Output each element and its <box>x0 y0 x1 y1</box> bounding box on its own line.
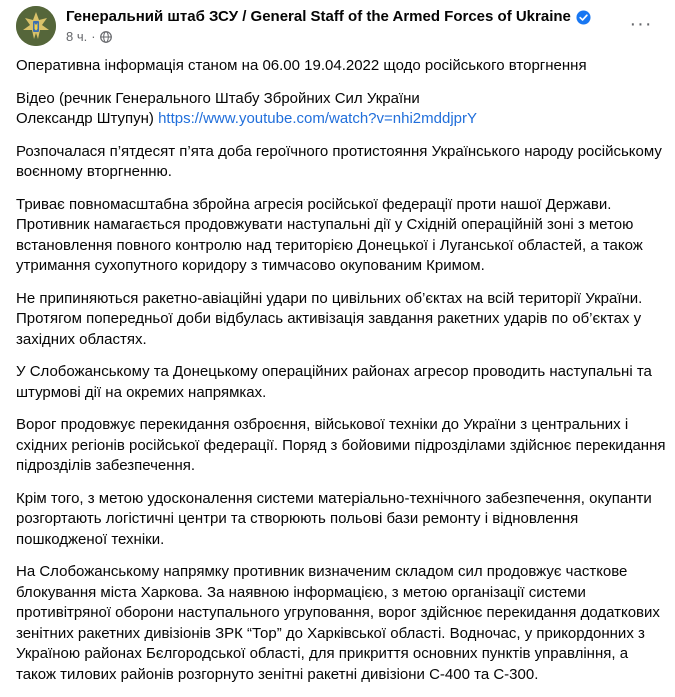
globe-icon[interactable] <box>100 31 112 43</box>
author-header <box>66 8 591 26</box>
post-content <box>16 56 666 697</box>
post-meta <box>66 29 112 45</box>
video-link[interactable]: https://www.youtube.com/watch?v=nhi2mddjprY <box>158 110 477 127</box>
meta-separator: · <box>91 29 96 44</box>
post-paragraph: Не припиняються ракетно-авіаційні удари по цивільних об’єктах на всій території України. Протягом попередньої доби відбулась активізація завдання ракетних ударів по об’єктах у західних областях. <box>16 289 643 348</box>
post-paragraph: Ворог продовжує перекидання озброєння, військової техніки до України з центральних і східних регіонів російської федерації. Поряд з бойовими підрозділами здійснює перекидання підрозділів забезпечення. <box>16 416 666 474</box>
post-paragraph: Розпочалася п’ятдесят п’ята доба героїчного протистояння Українського народу російському воєнному вторгненню. <box>16 142 662 180</box>
post-paragraph: Оперативна інформація станом на 06.00 19.04.2022 щодо російського вторгнення <box>16 57 587 74</box>
video-line: Олександр Штупун) <box>16 110 154 127</box>
post-paragraph: Крім того, з метою удосконалення системи матеріально-технічного забезпечення, окупанти розгортають логістичні центри та створюють польові бази ремонту і відновлення пошкодженої техніки. <box>16 489 652 548</box>
video-paragraph <box>16 89 666 130</box>
post-paragraph: На Слобожанському напрямку противник визначеним складом сил продовжує часткове блокування міста Харкова. За наявною інформацією, з метою організації системи противітряної оборони наступального угруповання, ворог здійснює перекидання додаткових зенітних ракетних дивізіонів ЗРК “Тор” до Харківської області. Водночас, у прикордонних з Україною районах Бєлгородської області, для прикриття основних пунктів управління, а також тилових районів розгорнуто зенітні ракетні дивізіони С-400 та С-300. <box>16 563 660 683</box>
emblem-avatar-icon <box>16 6 56 46</box>
post-paragraph: Триває повномасштабна збройна агресія російської федерації проти нашої Держави. Противник намагається продовжувати наступальні дії у Східній операційній зоні з метою встановлення повного контролю над територією Донецької і Луганської областей, а також утримання сухопутного коридору з тимчасово окупованим Кримом. <box>16 195 643 274</box>
post-paragraph: У Слобожанському та Донецькому операційних районах агресор проводить наступальні та штурмові дії на окремих напрямках. <box>16 363 652 401</box>
post-timestamp[interactable]: 8 ч. <box>66 29 88 44</box>
author-name-link[interactable]: Генеральний штаб ЗСУ / General Staff of the Armed Forces of Ukraine <box>66 8 571 25</box>
more-options-icon: ··· <box>629 12 653 35</box>
video-line: Відео (речник Генерального Штабу Збройних Сил України <box>16 89 420 107</box>
verified-badge-icon <box>576 10 591 25</box>
avatar[interactable] <box>16 6 56 46</box>
more-options-button[interactable] <box>623 6 659 42</box>
